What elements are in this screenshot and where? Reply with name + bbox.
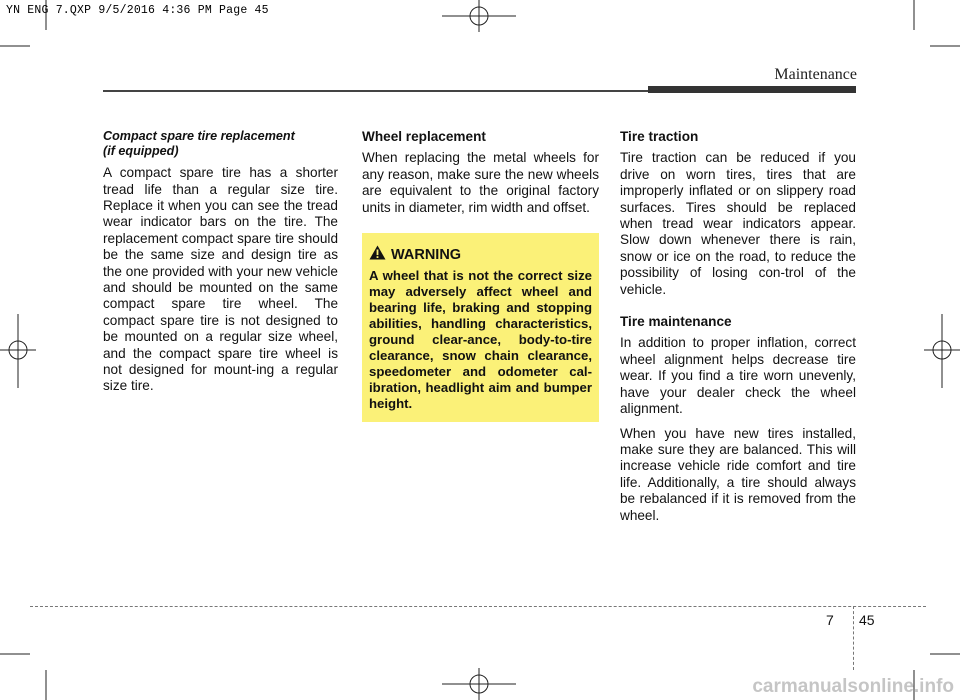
footer-dashed-divider	[853, 606, 854, 670]
wheel-replacement-heading: Wheel replacement	[362, 129, 486, 144]
tire-maintenance-body-1: In addition to proper inflation, correct wheel alignment helps decrease tire wear. If you find a tire worn unevenly, have your dealer check the wheel alignment.	[620, 335, 856, 417]
tire-maintenance-heading: Tire maintenance	[620, 314, 732, 330]
compact-spare-heading	[103, 129, 338, 158]
footer-dashed-rule	[30, 606, 926, 607]
warning-text: A wheel that is not the correct size may adversely affect wheel and bearing life, braking and stopping abilities, handling characteristics, ground clear-ance, body-to-tire clearance, snow chain clearance, speedometer and odometer cal-ibration, headlight aim and bumper height.	[369, 268, 592, 411]
wheel-replacement-body: When replacing the metal wheels for any reason, make sure the new wheels are equivalent to the original factory units in diameter, rim width and offset.	[362, 150, 599, 215]
compact-spare-body: A compact spare tire has a shorter tread life than a regular size tire. Replace it when you can see the tread wear indicator bars on the tire. The replacement compact spare tire should be the same size and design tire as the one provided with your new vehicle and should be mounted on the same compact spare tire wheel. The compact spare tire is not designed to be mounted on a regular size wheel, and the compact spare tire wheel is not designed for mount-ing a regular size tire.	[103, 165, 338, 394]
column-wheel-replacement	[362, 129, 599, 224]
warning-triangle-icon	[369, 245, 386, 265]
tire-maintenance-body-2: When you have new tires installed, make sure they are balanced. This will increase vehicle ride comfort and tire life. Additionally, a tire should always be rebalanced if it is removed from the wheel.	[620, 425, 856, 523]
warning-box	[362, 233, 599, 422]
compact-spare-heading-line1: Compact spare tire replacement	[103, 129, 295, 143]
chapter-number: 7	[826, 612, 834, 628]
page-number: 45	[859, 612, 875, 628]
section-title: Maintenance	[774, 66, 857, 83]
compact-spare-heading-line2: (if equipped)	[103, 143, 179, 158]
tire-traction-heading: Tire traction	[620, 129, 699, 144]
warning-header	[369, 245, 592, 265]
header-rule-accent	[648, 86, 856, 93]
tire-traction-body: Tire traction can be reduced if you drive on worn tires, tires that are improperly inflated or on slippery road surfaces. Tires should be replaced when tread wear indicators appear. Slow down whenever there is rain, snow or ice on the road, to reduce the possibility of losing con-trol of the vehicle.	[620, 150, 856, 297]
column-compact-spare	[103, 129, 338, 403]
header-rule	[103, 90, 651, 92]
column-tire-traction	[620, 129, 856, 532]
printer-slug: YN ENG 7.QXP 9/5/2016 4:36 PM Page 45	[6, 4, 269, 17]
watermark: carmanualsonline.info	[752, 676, 954, 697]
warning-title: WARNING	[391, 247, 462, 263]
